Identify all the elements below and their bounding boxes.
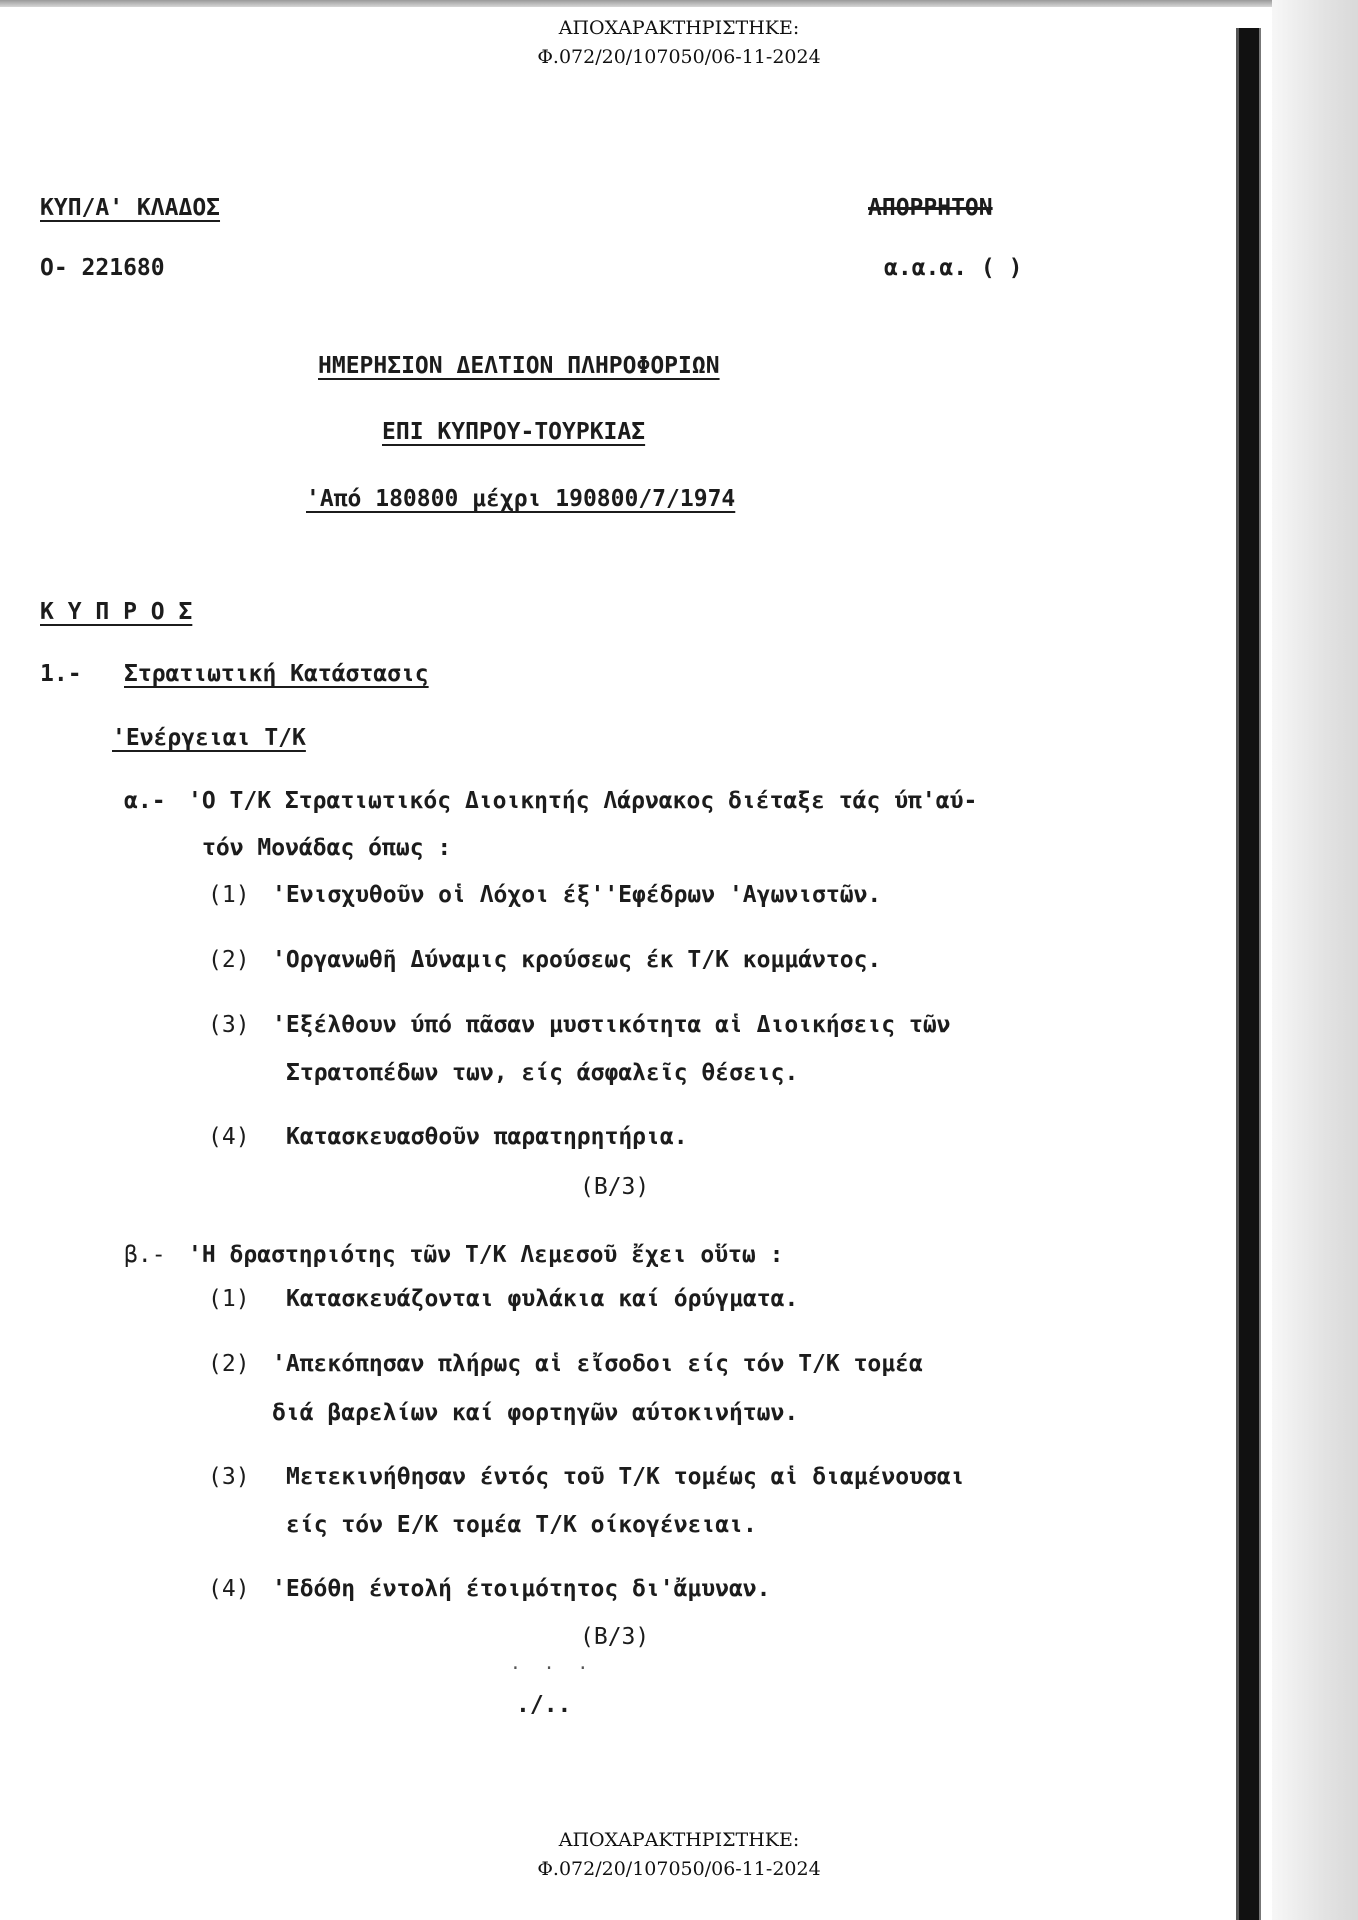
list-item-number: (1)	[208, 882, 250, 908]
list-item-text: Κατασκευασθοῦν παρατηρητήρια.	[286, 1124, 688, 1150]
list-item-text: είς τόν Ε/Κ τομέα Τ/Κ οίκογένειαι.	[286, 1512, 757, 1538]
serial-number: α.α.α. ( )	[884, 255, 1023, 281]
list-item-text: Στρατοπέδων των, είς άσφαλεῖς θέσεις.	[286, 1060, 799, 1086]
item-number: 1.-	[40, 661, 82, 687]
subheading: 'Ενέργειαι Τ/Κ	[112, 725, 306, 751]
paragraph-b-label: β.-	[124, 1242, 166, 1268]
scan-right-margin	[1272, 0, 1358, 1920]
list-item-text: Μετεκινήθησαν έντός τοῦ Τ/Κ τομέως αἱ διαμένουσαι	[286, 1464, 965, 1490]
declassification-stamp-bottom	[0, 1826, 1358, 1884]
paragraph-a-text: 'Ο Τ/Κ Στρατιωτικός Διοικητής Λάρνακος διέταξε τάς ύπ'αύ-	[188, 788, 978, 814]
list-item-number: (4)	[208, 1576, 250, 1602]
list-item-number: (2)	[208, 1351, 250, 1377]
item-title: Στρατιωτική Κατάστασις	[124, 661, 429, 687]
list-item-text: 'Εξέλθουν ύπό πᾶσαν μυστικότητα αἱ Διοικήσεις τῶν	[272, 1012, 951, 1038]
document-subtitle: ΕΠΙ ΚΥΠΡΟΥ-ΤΟΥΡΚΙΑΣ	[382, 419, 646, 445]
list-item-number: (2)	[208, 947, 250, 973]
decorative-dots: · · ·	[510, 1658, 595, 1679]
list-item-text: 'Οργανωθῆ Δύναμις κρούσεως έκ Τ/Κ κομμάντος.	[272, 947, 882, 973]
section-heading: Κ Υ Π Ρ Ο Σ	[40, 599, 193, 625]
continuation-mark: ./..	[516, 1692, 572, 1718]
source-reference: (Β/3)	[580, 1174, 650, 1200]
paragraph-b-text: 'Η δραστηριότης τῶν Τ/Κ Λεμεσοῦ ἔχει οὕτω :	[188, 1242, 784, 1268]
list-item-text: Κατασκευάζονται φυλάκια καί όρύγματα.	[286, 1286, 799, 1312]
department-label: ΚΥΠ/Α' ΚΛΑΔΟΣ	[40, 195, 221, 221]
list-item-text: διά βαρελίων καί φορτηγῶν αύτοκινήτων.	[272, 1400, 799, 1426]
date-range: 'Από 180800 μέχρι 190800/7/1974	[306, 486, 736, 512]
paragraph-a-text: τόν Μονάδας όπως :	[202, 835, 452, 861]
list-item-text: 'Απεκόπησαν πλήρως αἱ εἴσοδοι είς τόν Τ/Κ τομέα	[272, 1351, 923, 1377]
declassification-reference: Φ.072/20/107050/06-11-2024	[537, 1858, 821, 1880]
list-item-number: (1)	[208, 1286, 250, 1312]
scan-top-edge	[0, 0, 1290, 7]
declassification-label: ΑΠΟΧΑΡΑΚΤΗΡΙΣΤΗΚΕ:	[558, 1829, 800, 1851]
list-item-text: 'Εδόθη έντολή έτοιμότητος δι'ἄμυναν.	[272, 1576, 771, 1602]
paragraph-a-label: α.-	[124, 788, 166, 814]
classification-label: ΑΠΟΡΡΗΤΟΝ	[868, 195, 993, 221]
declassification-label: ΑΠΟΧΑΡΑΚΤΗΡΙΣΤΗΚΕ:	[558, 17, 800, 39]
reference-number: Ο- 221680	[40, 255, 165, 281]
list-item-number: (3)	[208, 1464, 250, 1490]
source-reference: (Β/3)	[580, 1624, 650, 1650]
document-title: ΗΜΕΡΗΣΙΟΝ ΔΕΛΤΙΟΝ ΠΛΗΡΟΦΟΡΙΩΝ	[318, 353, 720, 379]
list-item-text: 'Ενισχυθοῦν οἱ Λόχοι έξ''Εφέδρων 'Αγωνιστῶν.	[272, 882, 882, 908]
declassification-reference: Φ.072/20/107050/06-11-2024	[537, 46, 821, 68]
list-item-number: (3)	[208, 1012, 250, 1038]
list-item-number: (4)	[208, 1124, 250, 1150]
declassification-stamp-top	[0, 14, 1358, 72]
binding-bar	[1236, 28, 1261, 1920]
